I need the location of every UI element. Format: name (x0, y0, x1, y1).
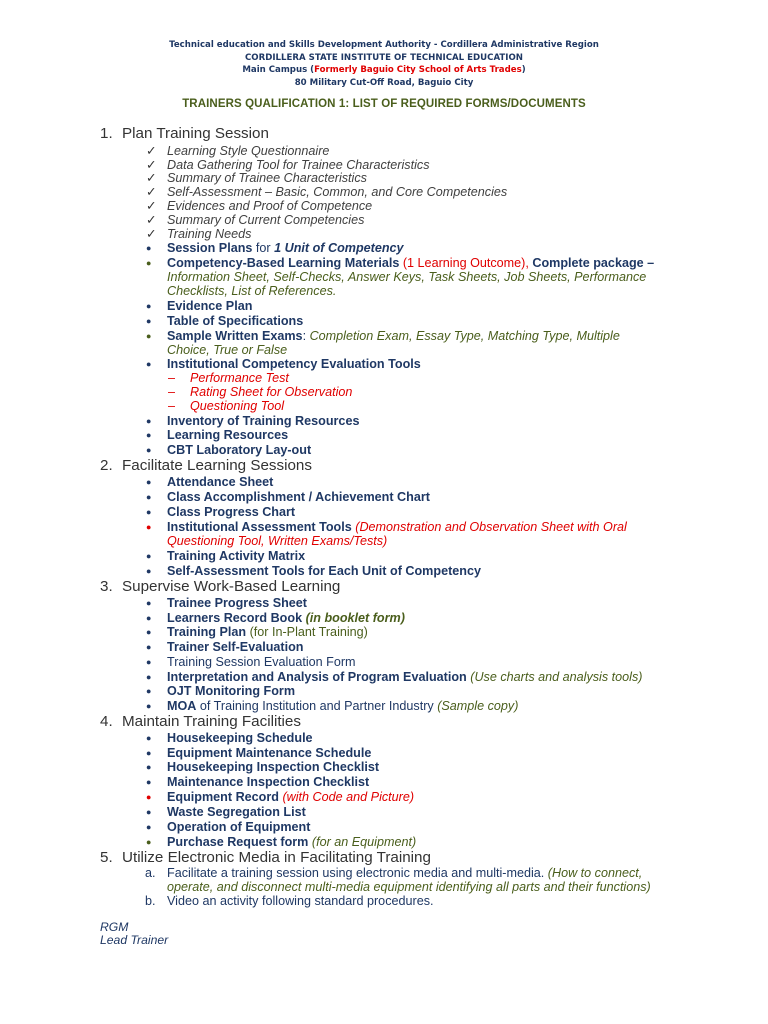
list-item: Inventory of Training Resources (167, 414, 360, 428)
bullet-icon: ● (146, 613, 152, 623)
bullet-icon: ● (146, 657, 152, 667)
item-label: Equipment Record (167, 790, 279, 804)
dash-icon: – (168, 385, 176, 399)
bullet-icon: ● (146, 642, 152, 652)
header-agency: Technical education and Skills Development Authority - Cordillera Administrative Region (169, 40, 599, 50)
section-2-heading (100, 457, 312, 474)
item-label: Competency-Based Learning Materials (167, 256, 400, 270)
list-item (167, 790, 414, 804)
list-item (167, 329, 620, 343)
bullet-icon: ● (146, 762, 152, 772)
item-note: (Sample copy) (437, 699, 519, 713)
list-item: Evidence Plan (167, 299, 253, 313)
list-item-continuation: Information Sheet, Self-Checks, Answer Keys, Task Sheets, Job Sheets, Performance (167, 270, 647, 284)
section-1-number: 1. (100, 125, 113, 142)
item-note: (How to connect, (547, 866, 643, 880)
section-5-title: Utilize Electronic Media in Facilitating Training (122, 849, 431, 866)
list-item: Attendance Sheet (167, 475, 274, 489)
bullet-icon: ● (146, 566, 152, 576)
list-item: Video an activity following standard procedures. (167, 894, 434, 908)
list-item (167, 256, 654, 270)
item-text: for (252, 241, 275, 255)
bullet-icon: ● (146, 792, 152, 802)
section-3-heading (100, 578, 340, 595)
item-label: Purchase Request form (167, 835, 309, 849)
section-1-title: Plan Training Session (122, 125, 269, 142)
section-5-heading (100, 849, 431, 866)
header-address: 80 Military Cut-Off Road, Baguio City (294, 78, 474, 88)
item-label: Sample Written Exams (167, 329, 303, 343)
item-note: (for In-Plant Training) (246, 625, 368, 639)
list-item: Housekeeping Inspection Checklist (167, 760, 380, 774)
bullet-icon: ● (146, 733, 152, 743)
bullet-icon: ● (146, 837, 152, 847)
item-label-2: Complete package – (532, 256, 655, 270)
list-item (167, 699, 518, 713)
section-3-number: 3. (100, 578, 113, 595)
item-label: Training Plan (167, 625, 247, 639)
check-icon: ✓ (146, 185, 157, 199)
item-note: (1 Learning Outcome), (399, 256, 533, 270)
bullet-icon: ● (146, 301, 152, 311)
item-label: Session Plans (167, 241, 253, 255)
document-title: TRAINERS QUALIFICATION 1: LIST OF REQUIRED FORMS/DOCUMENTS (182, 98, 586, 110)
bullet-icon: ● (146, 359, 152, 369)
header-campus (0, 64, 768, 76)
list-item: OJT Monitoring Form (167, 684, 296, 698)
bullet-icon: ● (146, 477, 152, 487)
list-item: Maintenance Inspection Checklist (167, 775, 370, 789)
list-item (167, 520, 627, 534)
item-note: (for an Equipment) (308, 835, 417, 849)
item-note: (with Code and Picture) (278, 790, 415, 804)
bullet-icon: ● (146, 551, 152, 561)
check-icon: ✓ (146, 213, 157, 227)
sub-list-item: Performance Test (190, 371, 289, 385)
bullet-icon: ● (146, 822, 152, 832)
list-item (167, 611, 405, 625)
item-label: Interpretation and Analysis of Program Evaluation (167, 670, 467, 684)
item-note: (Demonstration and Observation Sheet with Oral (351, 520, 627, 534)
bullet-icon: ● (146, 416, 152, 426)
list-item: Self-Assessment Tools for Each Unit of Competency (167, 564, 481, 578)
list-item (167, 866, 642, 880)
item-sep: : (302, 329, 310, 343)
list-marker: b. (145, 894, 156, 908)
list-item (167, 241, 404, 255)
list-item: Summary of Current Competencies (167, 213, 365, 227)
signature-name: RGM (100, 920, 129, 934)
list-item: Data Gathering Tool for Trainee Characteristics (167, 158, 430, 172)
list-item: Housekeeping Schedule (167, 731, 313, 745)
list-item-continuation: Checklists, List of References. (167, 284, 337, 298)
bullet-icon: ● (146, 807, 152, 817)
item-emphasis: 1 Unit of Competency (274, 241, 404, 255)
list-item: Table of Specifications (167, 314, 304, 328)
check-icon: ✓ (146, 158, 157, 172)
list-item-continuation: Questioning Tool, Written Exams/Tests) (167, 534, 388, 548)
bullet-icon: ● (146, 522, 152, 532)
list-item: Evidences and Proof of Competence (167, 199, 373, 213)
list-item: Institutional Competency Evaluation Tools (167, 357, 421, 371)
dash-icon: – (168, 371, 176, 385)
dash-icon: – (168, 399, 176, 413)
header-campus-former-name: Formerly Baguio City School of Arts Trades (314, 65, 522, 75)
list-item: Training Needs (167, 227, 252, 241)
item-label: MOA (167, 699, 197, 713)
section-4-number: 4. (100, 713, 113, 730)
check-icon: ✓ (146, 171, 157, 185)
item-note: (Use charts and analysis tools) (466, 670, 643, 684)
bullet-icon: ● (146, 258, 152, 268)
check-icon: ✓ (146, 144, 157, 158)
list-item-continuation: Choice, True or False (167, 343, 288, 357)
list-item: Training Session Evaluation Form (167, 655, 356, 669)
sub-list-item: Rating Sheet for Observation (190, 385, 353, 399)
list-item: CBT Laboratory Lay-out (167, 443, 312, 457)
bullet-icon: ● (146, 507, 152, 517)
bullet-icon: ● (146, 627, 152, 637)
list-item: Class Accomplishment / Achievement Chart (167, 490, 430, 504)
bullet-icon: ● (146, 701, 152, 711)
list-item-continuation: operate, and disconnect multi-media equipment identifying all parts and their functions) (167, 880, 651, 894)
bullet-icon: ● (146, 672, 152, 682)
list-item (167, 835, 416, 849)
header-campus-close: ) (521, 65, 526, 75)
bullet-icon: ● (146, 243, 152, 253)
list-item: Waste Segregation List (167, 805, 306, 819)
section-2-number: 2. (100, 457, 113, 474)
list-item: Trainer Self-Evaluation (167, 640, 304, 654)
list-item: Class Progress Chart (167, 505, 296, 519)
bullet-icon: ● (146, 492, 152, 502)
section-2-title: Facilitate Learning Sessions (122, 457, 312, 474)
item-note: Completion Exam, Essay Type, Matching Type, Multiple (309, 329, 620, 343)
list-item: Self-Assessment – Basic, Common, and Core Competencies (167, 185, 508, 199)
bullet-icon: ● (146, 430, 152, 440)
item-label: Learners Record Book (167, 611, 303, 625)
item-text: Facilitate a training session using electronic media and multi-media. (167, 866, 548, 880)
list-marker: a. (145, 866, 156, 880)
header-institute: CORDILLERA STATE INSTITUTE OF TECHNICAL EDUCATION (245, 53, 523, 63)
item-text: of Training Institution and Partner Industry (196, 699, 438, 713)
section-4-title: Maintain Training Facilities (122, 713, 301, 730)
sub-list-item: Questioning Tool (190, 399, 285, 413)
check-icon: ✓ (146, 199, 157, 213)
bullet-icon: ● (146, 331, 152, 341)
list-item: Learning Style Questionnaire (167, 144, 330, 158)
bullet-icon: ● (146, 445, 152, 455)
list-item: Training Activity Matrix (167, 549, 306, 563)
bullet-icon: ● (146, 748, 152, 758)
list-item: Learning Resources (167, 428, 289, 442)
list-item: Operation of Equipment (167, 820, 311, 834)
list-item (167, 625, 368, 639)
section-3-title: Supervise Work-Based Learning (122, 578, 341, 595)
list-item: Trainee Progress Sheet (167, 596, 307, 610)
item-note: (in booklet form) (302, 611, 405, 625)
section-4-heading (100, 713, 301, 730)
section-5-number: 5. (100, 849, 113, 866)
list-item: Summary of Trainee Characteristics (167, 171, 367, 185)
check-icon: ✓ (146, 227, 157, 241)
signature-role: Lead Trainer (100, 933, 169, 947)
bullet-icon: ● (146, 686, 152, 696)
list-item: Equipment Maintenance Schedule (167, 746, 372, 760)
section-1-heading (100, 125, 269, 142)
header-campus-label: Main Campus ( (242, 65, 315, 75)
list-item (167, 670, 642, 684)
bullet-icon: ● (146, 316, 152, 326)
bullet-icon: ● (146, 598, 152, 608)
bullet-icon: ● (146, 777, 152, 787)
item-label: Institutional Assessment Tools (167, 520, 352, 534)
